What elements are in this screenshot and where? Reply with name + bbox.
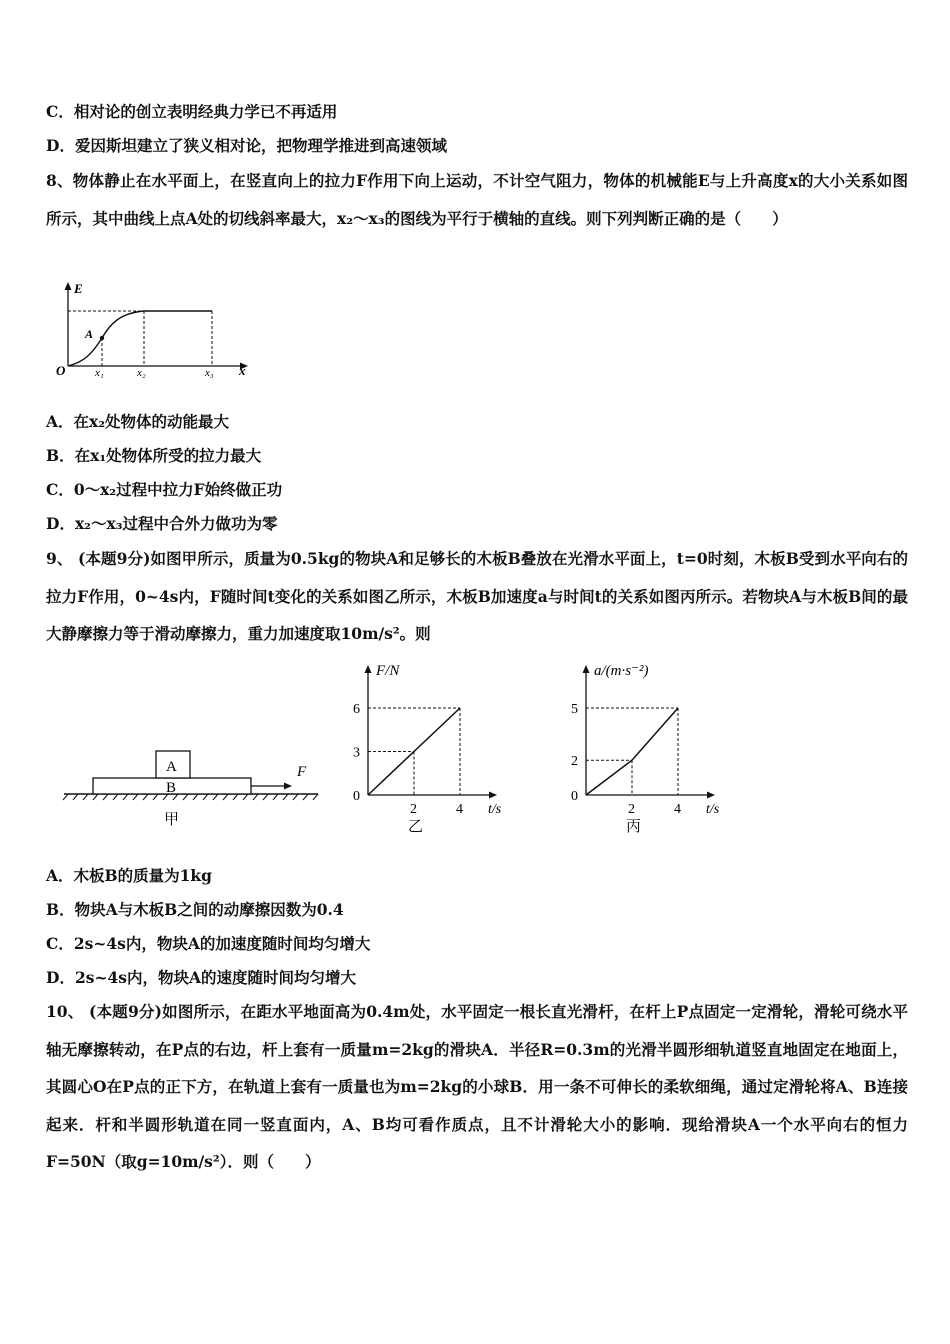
q8-option-c: C．0～x₂过程中拉力F始终做正功 — [46, 480, 283, 499]
block-a-label: A — [166, 759, 177, 775]
q9-option-b: B．物块A与木板B之间的动摩擦因数为0.4 — [46, 900, 344, 919]
yi-x-arrow — [489, 792, 497, 799]
q8-x-label: x — [239, 363, 246, 378]
q8-tick-x2: x₂ — [137, 367, 146, 378]
yi-y-tick-1: 6 — [353, 702, 360, 717]
bing-x-label: t/s — [706, 802, 720, 817]
board-b-label: B — [166, 780, 177, 796]
q8-point-label: A — [85, 327, 94, 341]
q8-y-label: E — [74, 281, 83, 296]
yi-y-label: F/N — [376, 663, 400, 679]
bing-y-tick-0: 2 — [571, 754, 578, 770]
q8-tick-x3: x₃ — [205, 367, 214, 378]
q7-option-d: D．爱因斯坦建立了狭义相对论，把物理学推进到高速领域 — [46, 136, 447, 155]
bing-origin: 0 — [571, 789, 578, 804]
q9-stem: 9、 (本题9分)如图甲所示，质量为0.5kg的物块A和足够长的木板B叠放在光滑水平面上，t=0时刻，木板B受到水平向右的拉力F作用，0~4s内，F随时间t变化的关系如图乙所示，木板B加速度a与时间t的关系如图丙所示。若物块A与木板B间的最大静摩擦力等于滑动摩擦力，重力加速度取10m/s²。则 — [46, 549, 908, 643]
bing-y-label: a/(m·s⁻²) — [594, 663, 649, 679]
force-f-label: F — [297, 764, 307, 780]
q8-option-a: A．在x₂处物体的动能最大 — [46, 412, 230, 431]
q7-option-c: C．相对论的创立表明经典力学已不再适用 — [46, 102, 338, 121]
yi-y-tick-0: 3 — [353, 745, 360, 761]
q8-stem: 8、物体静止在水平面上，在竖直向上的拉力F作用下向上运动，不计空气阻力，物体的机械能E与上升高度x的大小关系如图所示，其中曲线上点A处的切线斜率最大，x₂～x₃的图线为平行于横轴的直线。则下列判断正确的是（ ） — [46, 171, 908, 228]
q10-stem: 10、 (本题9分)如图所示，在距水平地面高为0.4m处，水平固定一根长直光滑杆，在杆上P点固定一定滑轮，滑轮可绕水平轴无摩擦转动，在P点的右边，杆上套有一质量m=2kg的滑块A．半径R=0.3m的光滑半圆形细轨道竖直地固定在地面上，其圆心O在P点的正下方，在轨道上套有一质量也为m=2kg的小球B．用一条不可伸长的柔软细绳，通过定滑轮将A、B连接起来．杆和半圆形轨道在同一竖直面内，A、B均可看作质点，且不计滑轮大小的影响．现给滑块A一个水平向右的恒力F=50N（取g=10m/s²）．则（ ） — [46, 1002, 908, 1171]
q9-fig-jia — [60, 740, 330, 830]
q9-fig-yi — [340, 656, 520, 838]
q9-option-a: A．木板B的质量为1kg — [46, 866, 212, 885]
yi-caption: 乙 — [408, 819, 424, 835]
bing-x-arrow — [707, 792, 715, 799]
bing-y-tick-1: 5 — [571, 702, 578, 717]
q8-option-b: B．在x₁处物体所受的拉力最大 — [46, 446, 262, 465]
caption-jia: 甲 — [164, 812, 180, 828]
q8-origin-label: O — [56, 363, 66, 378]
bing-y-arrow — [583, 665, 590, 673]
q9-fig-bing — [558, 656, 738, 838]
yi-x-tick-1: 4 — [456, 802, 463, 817]
q8-energy-graph — [52, 280, 252, 378]
yi-x-tick-0: 2 — [410, 802, 417, 817]
yi-y-arrow — [365, 665, 372, 673]
yi-origin: 0 — [353, 789, 360, 804]
yi-x-label: t/s — [488, 802, 502, 817]
q8-tick-x1: x₁ — [95, 367, 104, 378]
q9-option-c: C．2s~4s内，物块A的加速度随时间均匀增大 — [46, 934, 371, 953]
q8-option-d: D．x₂～x₃过程中合外力做功为零 — [46, 514, 278, 533]
q8-point-a — [100, 336, 104, 340]
q9-option-d: D．2s~4s内，物块A的速度随时间均匀增大 — [46, 968, 356, 987]
bing-caption: 丙 — [626, 819, 642, 835]
bing-x-tick-0: 2 — [628, 802, 635, 817]
bing-x-tick-1: 4 — [674, 802, 681, 817]
